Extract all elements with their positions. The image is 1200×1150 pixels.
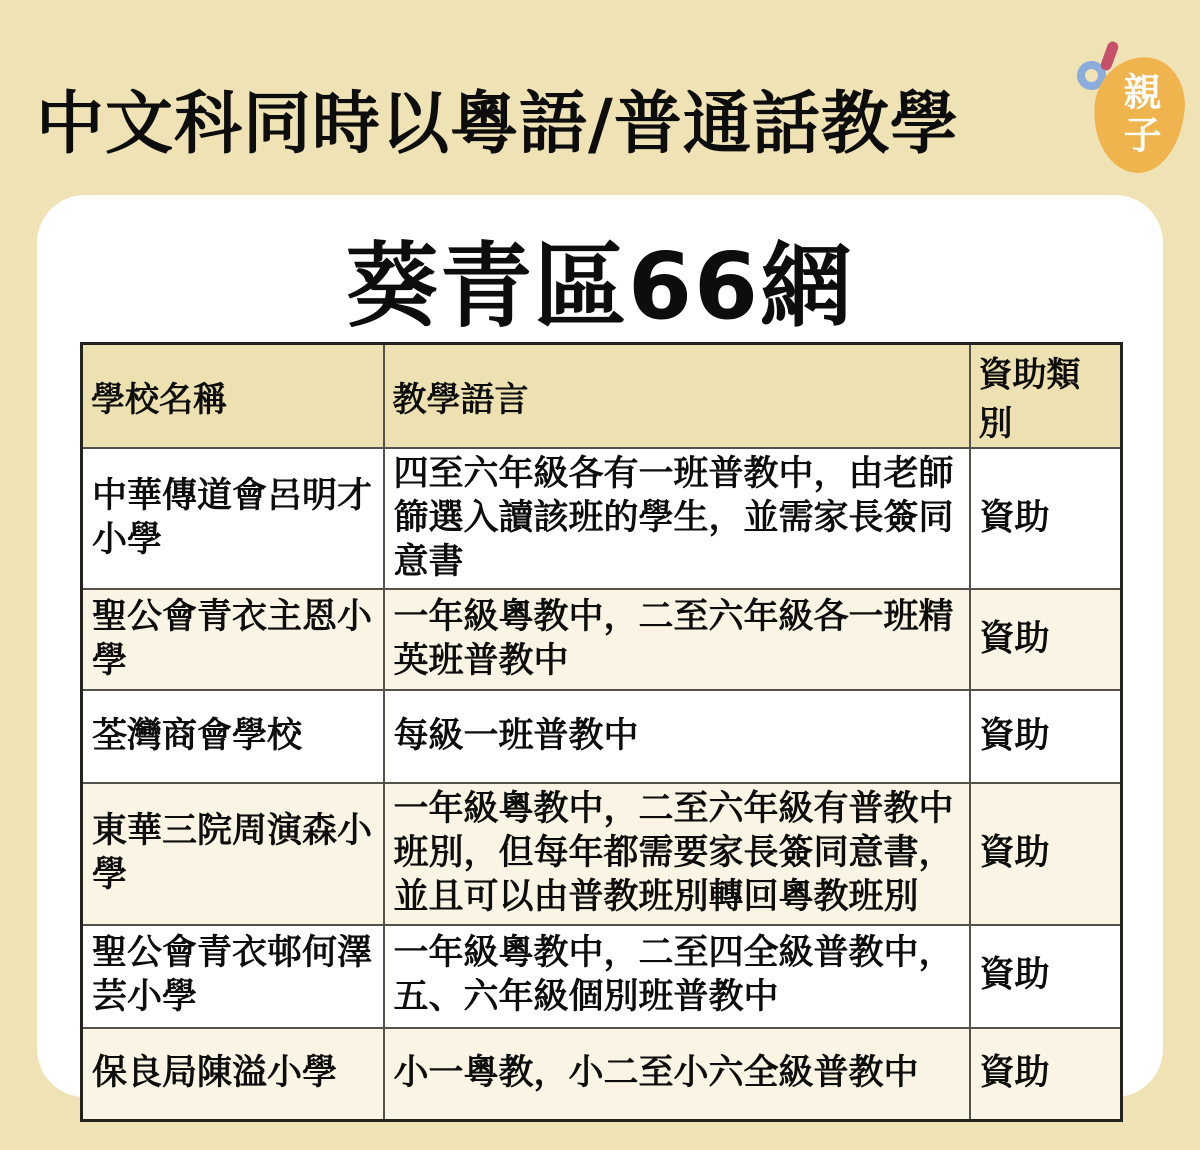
teaching-language: 四至六年級各有一班普教中，由老師篩選入讀該班的學生，並需家長簽同意書 (384, 448, 970, 589)
col-header-school-name: 學校名稱 (82, 344, 384, 449)
table-row (82, 589, 1122, 690)
subsidy-type: 資助 (970, 1028, 1122, 1121)
teaching-language: 小一粵教，小二至小六全級普教中 (384, 1028, 970, 1121)
subsidy-type: 資助 (970, 925, 1122, 1028)
subsidy-type: 資助 (970, 589, 1122, 690)
page-title: 中文科同時以粵語/普通話教學 (36, 85, 959, 164)
content-card (37, 195, 1163, 1097)
table-row (82, 783, 1122, 924)
oh-parenting-logo (1070, 35, 1190, 180)
table-row (82, 448, 1122, 589)
table-row (82, 925, 1122, 1028)
teaching-language: 一年級粵教中，二至四全級普教中，五、六年級個別班普教中 (384, 925, 970, 1028)
logo-text: 親子 (1116, 72, 1161, 158)
teaching-language: 一年級粵教中，二至六年級各一班精英班普教中 (384, 589, 970, 690)
school-table (80, 342, 1123, 1122)
school-name: 中華傳道會呂明才小學 (82, 448, 384, 589)
col-header-subsidy-type: 資助類別 (970, 344, 1122, 449)
school-name: 東華三院周演森小學 (82, 783, 384, 924)
table-row (82, 690, 1122, 783)
school-name: 聖公會青衣邨何澤芸小學 (82, 925, 384, 1028)
school-name: 聖公會青衣主恩小學 (82, 589, 384, 690)
subsidy-type: 資助 (970, 448, 1122, 589)
table-row (82, 1028, 1122, 1121)
teaching-language: 一年級粵教中，二至六年級有普教中班別，但每年都需要家長簽同意書，並且可以由普教班別轉回粵教班別 (384, 783, 970, 924)
school-name: 荃灣商會學校 (82, 690, 384, 783)
subsidy-type: 資助 (970, 783, 1122, 924)
table-header-row (82, 344, 1122, 449)
school-name: 保良局陳溢小學 (82, 1028, 384, 1121)
subsidy-type: 資助 (970, 690, 1122, 783)
card-title: 葵青區66網 (345, 233, 855, 340)
teaching-language: 每級一班普教中 (384, 690, 970, 783)
col-header-teaching-language: 教學語言 (384, 344, 970, 449)
